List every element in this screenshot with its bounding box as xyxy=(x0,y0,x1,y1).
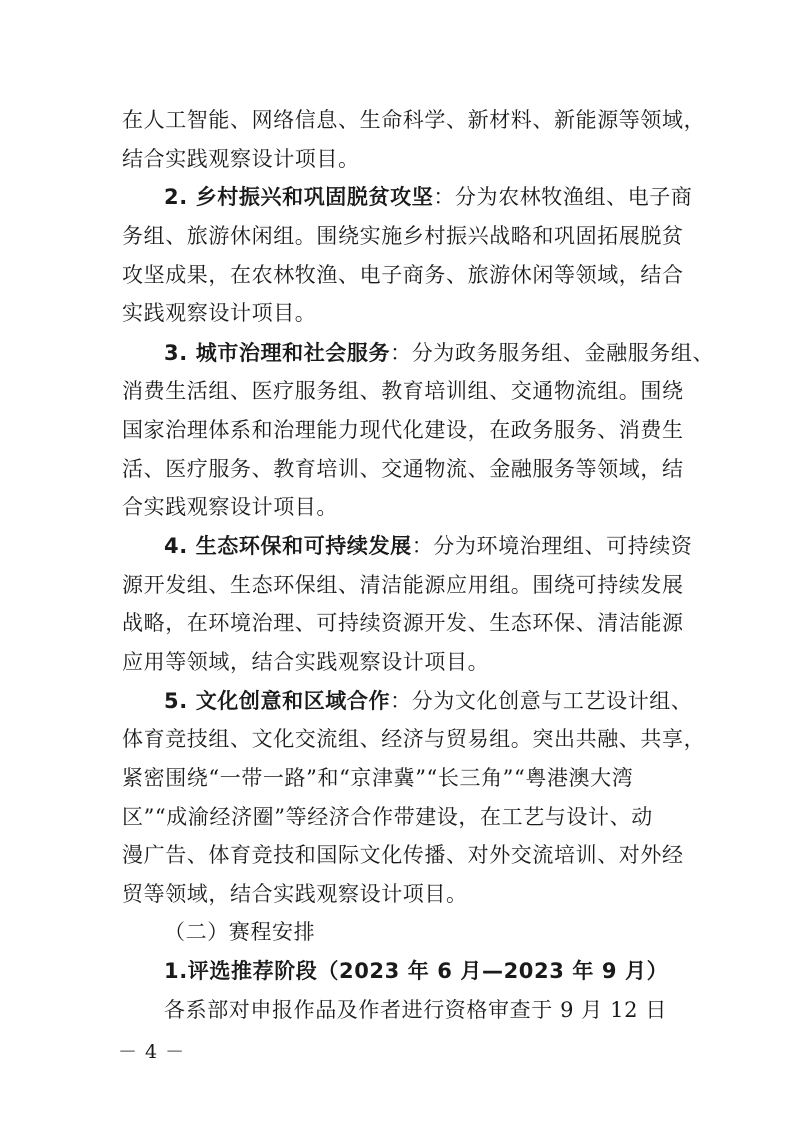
item-3-text: ：分为政务服务组、金融服务组、 xyxy=(390,341,715,365)
body-text-line: 战略，在环境治理、可持续资源开发、生态环保、清洁能源 xyxy=(122,611,684,635)
body-text-line: 漫广告、体育竞技和国际文化传播、对外交流培训、对外经 xyxy=(122,843,684,867)
body-text-line: 各系部对申报作品及作者进行资格审查于 9 月 12 日 xyxy=(164,998,667,1022)
body-text-line: 活、医疗服务、教育培训、交通物流、金融服务等领域，结 xyxy=(122,457,684,481)
body-text-line: 应用等领域，结合实践观察设计项目。 xyxy=(122,650,490,674)
body-text-line: 贸等领域，结合实践观察设计项目。 xyxy=(122,882,468,906)
body-text-line: 体育竞技组、文化交流组、经济与贸易组。突出共融、共享， xyxy=(122,727,706,751)
body-text-line: 国家治理体系和治理能力现代化建设，在政务服务、消费生 xyxy=(122,418,684,442)
item-4-first-line xyxy=(164,532,724,560)
stage-heading: 1.评选推荐阶段（2023 年 6 月—2023 年 9 月） xyxy=(164,959,669,983)
body-text-line: 结合实践观察设计项目。 xyxy=(122,147,360,171)
body-text-line: 紧密围绕“一带一路”和“京津冀”“长三角”“粤港澳大湾 xyxy=(122,766,634,790)
body-text-line: 区”“成渝经济圈”等经济合作带建设，在工艺与设计、动 xyxy=(122,805,653,829)
body-text-line: 消费生活组、医疗服务组、教育培训组、交通物流组。围绕 xyxy=(122,379,684,403)
body-text-line: 攻坚成果，在农林牧渔、电子商务、旅游休闲等领域，结合 xyxy=(122,263,684,287)
item-5-heading: 5. 文化创意和区域合作 xyxy=(164,689,391,713)
item-5-text: ：分为文化创意与工艺设计组、 xyxy=(390,689,693,713)
body-text-line: 合实践观察设计项目。 xyxy=(122,495,338,519)
item-4-text: ：分为环境治理组、可持续资 xyxy=(411,534,693,558)
page-number: － 4 － xyxy=(118,1041,186,1063)
item-2-first-line xyxy=(164,183,724,211)
section-heading: （二）赛程安排 xyxy=(164,920,316,944)
body-text-line: 实践观察设计项目。 xyxy=(122,301,317,325)
item-5-first-line xyxy=(164,687,724,715)
item-2-heading: 2. 乡村振兴和巩固脱贫攻坚 xyxy=(164,185,434,209)
body-text-line: 源开发组、生态环保组、清洁能源应用组。围绕可持续发展 xyxy=(122,573,684,597)
item-3-first-line xyxy=(164,339,724,367)
body-text-line: 在人工智能、网络信息、生命科学、新材料、新能源等领域， xyxy=(122,108,706,132)
item-2-text: ：分为农林牧渔组、电子商 xyxy=(433,185,693,209)
item-4-heading: 4. 生态环保和可持续发展 xyxy=(164,534,412,558)
body-text-line: 务组、旅游休闲组。围绕实施乡村振兴战略和巩固拓展脱贫 xyxy=(122,224,684,248)
item-3-heading: 3. 城市治理和社会服务 xyxy=(164,341,391,365)
